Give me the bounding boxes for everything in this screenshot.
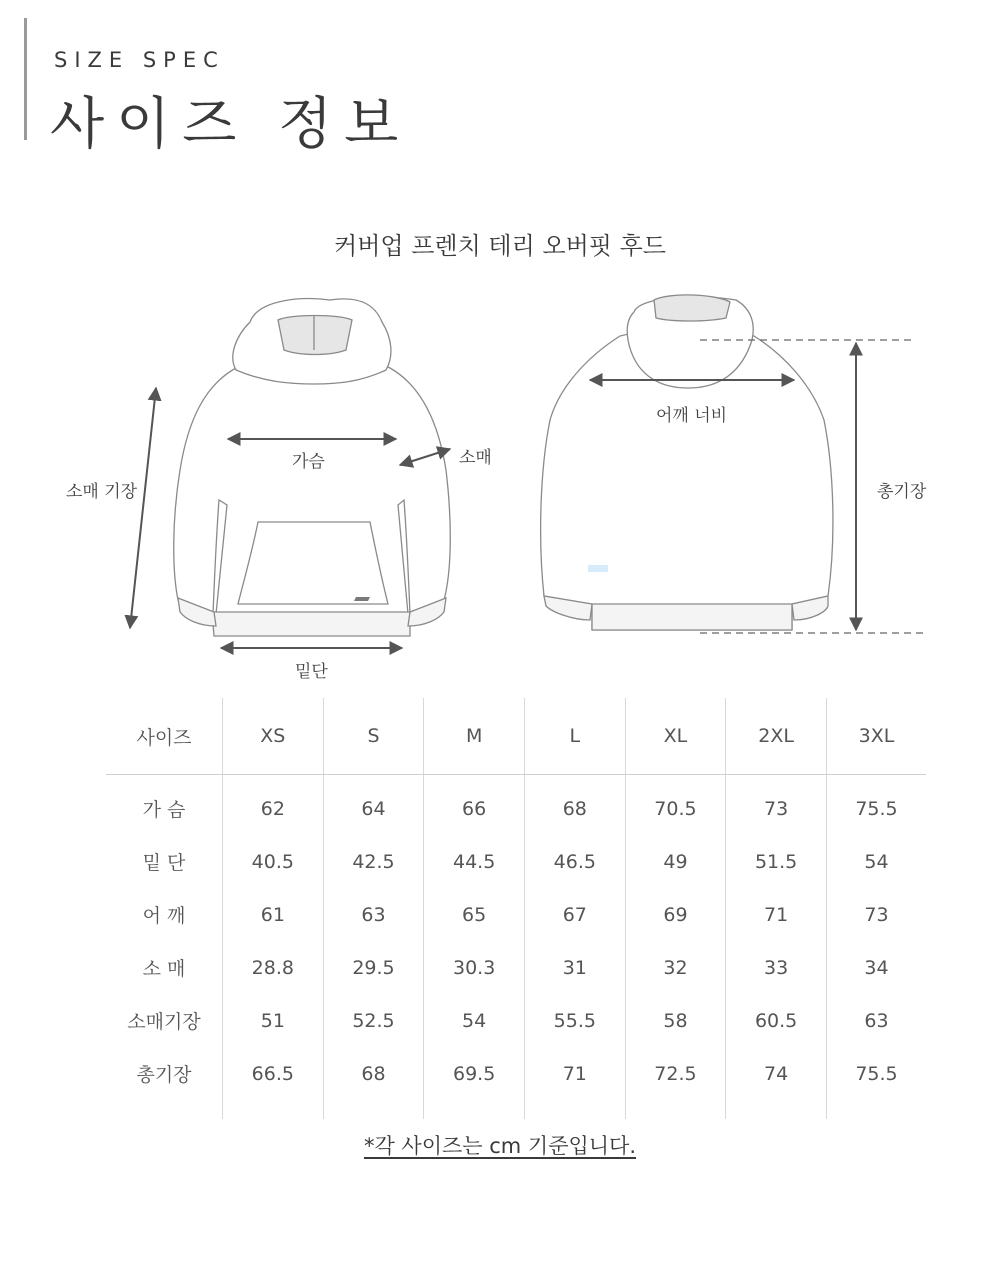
row-label: 어 깨 (142, 905, 186, 927)
table-header-cell: XS (223, 698, 324, 775)
hoodie-back-drawing (541, 295, 833, 630)
table-cell: 63 (323, 888, 424, 941)
table-header-cell: L (524, 698, 625, 775)
table-cell: 51 (223, 994, 324, 1047)
sleeve-label: 소매 (459, 448, 492, 468)
header-spec-label: SIZE SPEC (54, 48, 225, 72)
table-row (106, 835, 926, 888)
table-cell: 30.3 (424, 941, 525, 994)
table-cell: 69 (625, 888, 726, 941)
shoulder-label: 어깨 너비 (656, 406, 728, 426)
total-length-label: 총기장 (877, 482, 927, 502)
table-header-cell: 2XL (726, 698, 827, 775)
row-label: 총기장 (136, 1064, 192, 1086)
table-row (106, 888, 926, 941)
table-cell: 34 (826, 941, 926, 994)
table-cell: 51.5 (726, 835, 827, 888)
table-header-cell: 3XL (826, 698, 926, 775)
table-cell: 71 (726, 888, 827, 941)
sleeve-length-label: 소매 기장 (66, 482, 138, 502)
table-cell: 32 (625, 941, 726, 994)
table-cell: 61 (223, 888, 324, 941)
table-row (106, 994, 926, 1047)
table-cell: 74 (726, 1047, 827, 1119)
sleeve-length-arrow (130, 388, 156, 628)
table-cell: 75.5 (826, 775, 926, 836)
table-cell: 70.5 (625, 775, 726, 836)
table-cell: 66 (424, 775, 525, 836)
row-label: 가 슴 (142, 799, 186, 821)
table-row (106, 1047, 926, 1119)
table-cell: 42.5 (323, 835, 424, 888)
row-label: 소매기장 (127, 1011, 201, 1033)
table-cell: 67 (524, 888, 625, 941)
table-header-row (106, 698, 926, 775)
table-cell: 44.5 (424, 835, 525, 888)
table-cell: 73 (726, 775, 827, 836)
table-cell: 40.5 (223, 835, 324, 888)
hem-label: 밑단 (295, 662, 328, 682)
unit-note (0, 1130, 1000, 1160)
table-cell: 52.5 (323, 994, 424, 1047)
row-label: 소 매 (142, 958, 186, 980)
table-cell: 46.5 (524, 835, 625, 888)
table-cell: 31 (524, 941, 625, 994)
table-cell: 64 (323, 775, 424, 836)
table-header-cell: 사이즈 (106, 698, 223, 775)
table-cell: 54 (424, 994, 525, 1047)
table-row (106, 941, 926, 994)
table-cell: 60.5 (726, 994, 827, 1047)
row-label: 밑 단 (142, 852, 186, 874)
chest-label: 가슴 (292, 452, 325, 472)
hoodie-measurement-diagram (0, 280, 1000, 680)
table-cell: 68 (524, 775, 625, 836)
table-cell: 55.5 (524, 994, 625, 1047)
table-cell: 75.5 (826, 1047, 926, 1119)
product-title: 커버업 프렌치 테리 오버핏 후드 (334, 232, 666, 260)
page-title: 사이즈 정보 (50, 92, 411, 157)
unit-note-text: *각 사이즈는 cm 기준입니다. (363, 1134, 637, 1158)
table-header-cell: S (323, 698, 424, 775)
table-cell: 54 (826, 835, 926, 888)
table-cell: 73 (826, 888, 926, 941)
table-header-cell: XL (625, 698, 726, 775)
table-cell: 33 (726, 941, 827, 994)
table-cell: 49 (625, 835, 726, 888)
table-cell: 66.5 (223, 1047, 324, 1119)
table-cell: 63 (826, 994, 926, 1047)
header-accent-bar (24, 18, 27, 140)
table-cell: 69.5 (424, 1047, 525, 1119)
table-header-cell: M (424, 698, 525, 775)
table-row (106, 775, 926, 836)
table-cell: 71 (524, 1047, 625, 1119)
table-cell: 58 (625, 994, 726, 1047)
table-cell: 29.5 (323, 941, 424, 994)
table-cell: 62 (223, 775, 324, 836)
size-spec-table (106, 698, 926, 1119)
table-cell: 65 (424, 888, 525, 941)
table-cell: 72.5 (625, 1047, 726, 1119)
table-cell: 28.8 (223, 941, 324, 994)
table-cell: 68 (323, 1047, 424, 1119)
